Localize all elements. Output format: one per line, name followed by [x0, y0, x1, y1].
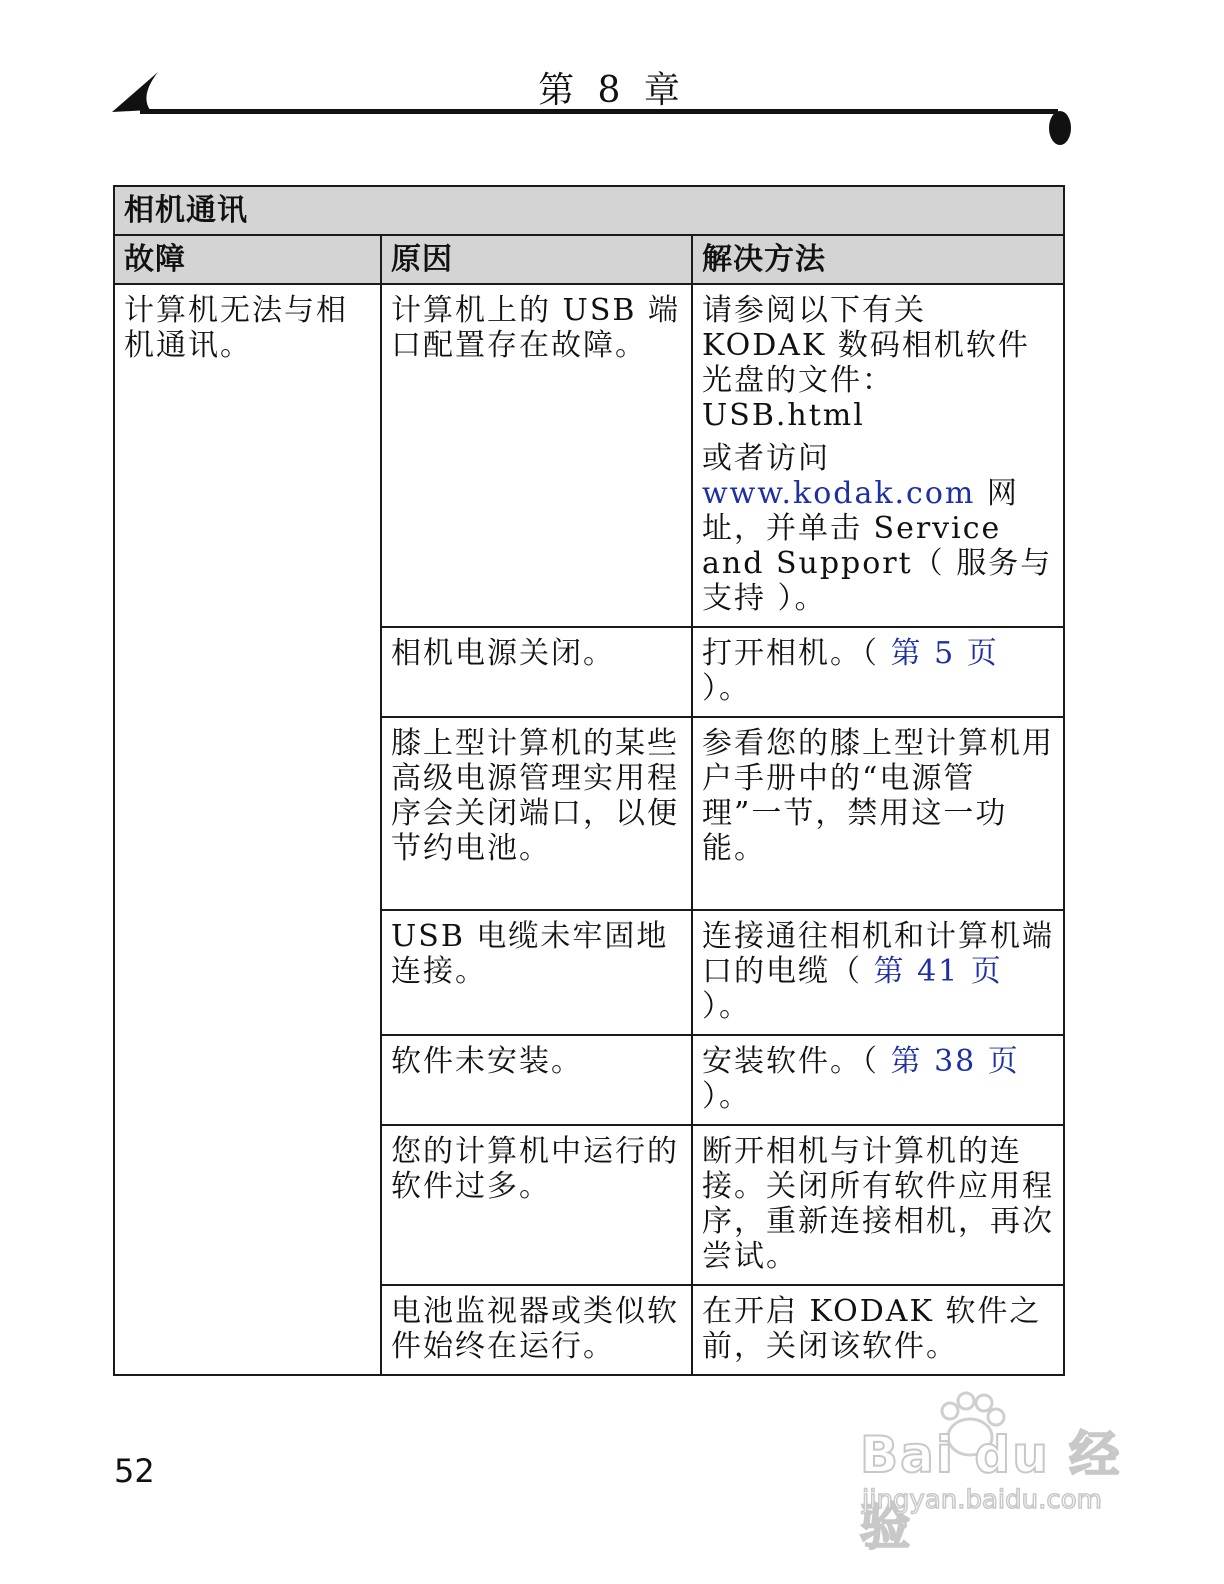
solution-cell: 在开启 KODAK 软件之前，关闭该软件。: [692, 1285, 1064, 1375]
column-header-row: [114, 235, 1064, 284]
page-reference-link[interactable]: 第 38 页: [890, 1044, 1020, 1079]
kodak-website-link[interactable]: www.kodak.com: [702, 476, 976, 511]
page-number: 52: [114, 1452, 155, 1490]
solution-cell: 断开相机与计算机的连接。关闭所有软件应用程序，重新连接相机，再次尝试。: [692, 1125, 1064, 1285]
solution-text: ）。: [702, 989, 751, 1024]
solution-text: ）。: [702, 671, 751, 706]
page-reference-link[interactable]: 第 41 页: [873, 954, 1003, 989]
baidu-watermark: [850, 1385, 1150, 1556]
solution-text: 安装软件。（: [702, 1044, 891, 1079]
solution-text: ）。: [702, 1079, 751, 1114]
watermark-url: jingyan.baidu.com: [862, 1485, 1102, 1515]
solution-text: 连接通往相机和计算机端口的电缆（: [702, 919, 1054, 989]
solution-cell: 参看您的膝上型计算机用户手册中的“电源管理”一节，禁用这一功能。: [692, 717, 1064, 910]
watermark-logo: Bai du 经验: [860, 1426, 1122, 1556]
cause-cell: USB 电缆未牢固地连接。: [381, 910, 692, 1035]
cause-cell: 膝上型计算机的某些高级电源管理实用程序会关闭端口，以便节约电池。: [381, 717, 692, 910]
chapter-header: [0, 0, 1224, 160]
solution-text: 网址，并单击 Service and Support（ 服务与支持 ）。: [702, 476, 1053, 616]
section-title: 相机通讯: [114, 186, 1064, 235]
solution-cell: [692, 1035, 1064, 1125]
page-reference-link[interactable]: 第 5 页: [890, 636, 999, 671]
cause-cell: 相机电源关闭。: [381, 627, 692, 717]
cause-cell: 软件未安装。: [381, 1035, 692, 1125]
column-header-fault: 故障: [114, 235, 381, 284]
solution-text: 打开相机。（: [702, 636, 891, 671]
solution-text: 请参阅以下有关 KODAK 数码相机软件光盘的文件：USB.html: [702, 293, 1030, 433]
solution-paragraph: [702, 441, 1055, 616]
column-header-cause: 原因: [381, 235, 692, 284]
solution-cell: [692, 284, 1064, 627]
cause-cell: 您的计算机中运行的软件过多。: [381, 1125, 692, 1285]
table-row: [114, 284, 1064, 627]
chapter-title: 第 8 章: [538, 70, 686, 111]
solution-text: 或者访问: [702, 441, 830, 476]
cause-cell: 计算机上的 USB 端口配置存在故障。: [381, 284, 692, 627]
solution-cell: [692, 910, 1064, 1035]
column-header-solution: 解决方法: [692, 235, 1064, 284]
section-row: [114, 186, 1064, 235]
cause-cell: 电池监视器或类似软件始终在运行。: [381, 1285, 692, 1375]
troubleshooting-table: [113, 185, 1065, 1376]
fault-cell: 计算机无法与相机通讯。: [114, 284, 381, 1375]
solution-cell: [692, 627, 1064, 717]
